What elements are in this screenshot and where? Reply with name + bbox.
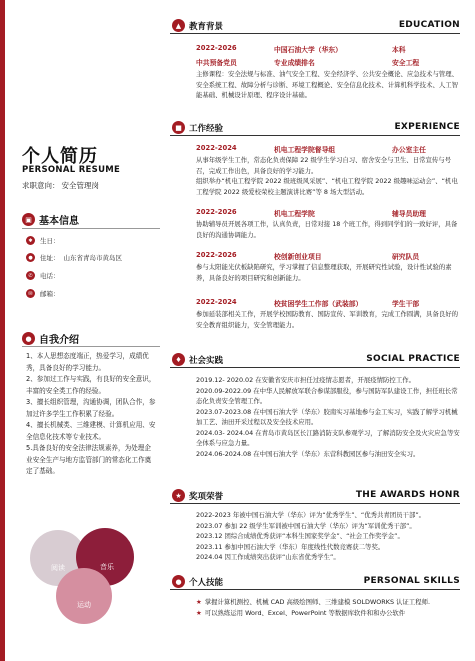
social-practice-header: ♦ 社会实践 SOCIAL PRACTICE	[170, 352, 460, 368]
user-icon: ●	[172, 575, 185, 588]
email-icon: ✉	[26, 289, 35, 298]
info-address: ● 住址： 山东省青岛市黄岛区	[26, 253, 122, 262]
location-icon: ●	[26, 253, 35, 262]
award-item: 2022-2023 年被中国石油大学（华东）评为“优秀学生”、“优秀共青团员干部”。	[196, 511, 426, 519]
education-courses: 主修课程：安全法规与标准、油气安全工程、安全经济学、公共安全概论、应急技术与管理、安全系统工程、故障分析与诊断、环境工程概论、安全信息化技术、计算机科学技术、人工智能基础、机械设计原理、程序设计基础。	[196, 70, 459, 99]
skills-list	[196, 597, 464, 619]
social-practice-list	[196, 375, 460, 459]
skill-item: ★ 掌握计算机测控、机械 CAD 高级绘图师、三维建模 SOLDWORKS 认证工程师.	[196, 598, 431, 606]
award-item: 2024.04 因工作成绩突出获评“山东省优秀学生”。	[196, 553, 340, 561]
social-item: 2024.06-2024.08 在中国石油大学（华东）东营科教园区参与油田安全实习。	[196, 449, 420, 458]
flame-icon: ♦	[172, 353, 185, 366]
self-intro-title: ● 自我介绍	[22, 331, 79, 346]
experience-desc: 参加延装部相关工作，开展学校国防教育、国防宣传、军训教育，完成工作圆满，具备良好的安全教育组织能力，安全管理能力。	[196, 310, 459, 329]
hobby-bubbles	[30, 520, 170, 630]
accent-strip	[0, 0, 5, 661]
resume-title: 个人简历	[22, 146, 98, 167]
social-item: 2020.09-2022.09 在中华人民解放军联合参谋部服役，参与国防军队建设工作，担任班长常态化负责安全管理工作。	[196, 386, 458, 405]
education-header: ▲ 教育背景 EDUCATION	[170, 18, 460, 34]
briefcase-icon: ■	[172, 121, 185, 134]
person-icon: ●	[22, 332, 35, 345]
experience-desc: 协助辅导员开展各项工作，认真负责，日常对接 18 个班工作，得到同学们的一致好评，具备良好的沟通协调能力。	[196, 220, 458, 239]
intro-line: 2、参加过工作与实践，有良好的安全意识，丰富的安全类工作的经验。	[26, 375, 156, 395]
info-phone: ✆ 电话：	[26, 271, 64, 280]
skill-item: ★ 可以熟练运用 Word、Excel、PowerPoint 等数据库软件和和办公软件	[196, 609, 406, 617]
star-icon: ★	[196, 598, 202, 606]
info-birthday: ✱ 生日：	[26, 236, 64, 245]
birthday-icon: ✱	[26, 236, 35, 245]
job-intent	[22, 180, 101, 191]
job-intent-value: 安全管理岗	[61, 181, 99, 190]
social-item: 2024.03- 2024.04 在青岛市黄岛区长江路消防支队参观学习，了解消防安全及火灾应急等安全体系与应急力量。	[196, 428, 460, 447]
right-column: ▲ 教育背景 EDUCATION 2022-2026 中国石油大学（华东） 本科 中共预备党员 专业成绩排名 安全工程 主修课程：安全法规与标准、油气安全工程、安全经济学、公共安全概论、应急技术与管理、安全系统工程、故障分析与诊断、环境工程概论、安全信息化技术、计算机科学技术、人工智能基础、机械设计原理、程序设计基础。 ■ 工作经验 EXPERIENCE 2022-2024 机电工程学院督导组 办公室主任 从事年级学生工作，常态化负责保障 22 级学生学习自习、宿舍安全与卫生、日常宣传与号召，完成工作出色，具备良好的学习能力。 组织举办“机电工程学院 2022 级班级风采展”、“机电工程学院 2022 级趣味运动会”、“机电工程学院 2022 级爱校荣校主题演讲比赛”等 8 场大型活动。 2022-2026 机电工程学院 辅导员助理 协助辅导员开展各项工作，认真负责，日常对接 18 个班工作，得到同学们的一致好评，具备良好的沟通协调能力。 2022-2026 校创新创业项目 研究队员 参与太阳能光伏板缺陷研究，学习掌握了信息整理获取，开展研究性试验，设计性试验的素养，具备良好的项目研究和创新能力。 2022-2024 校贫困学生工作部（武装部） 学生干部 参加延装部相关工作，开展学校国防教育、国防宣传、军训教育，完成工作圆满，具备良好的安全教育组织能力，安全管理能力。 ♦ 社会实践 SOCIAL PRACTICE 2019.12- 2020.02 在安徽省安庆市担任过疫情志愿者，开展疫情防控工作。 2020.09-2022.09 在中华人民解放军联合参谋部服役，参与国防军队建设工作，担任班长常态化负责安全管理工作。 2023.07-2023.08 在中国石油大学（华东）胶南实习基地参与金工实习，实践了解学习机械加工艺、油田开采过程以及安全技术应用。 2024.03- 2024.04 在青岛市黄岛区长江路消防支队参观学习，了解消防安全及火灾应急等安全体系与应急力量。 2024.06-2024.08 在中国石油大学（华东）东营科教园区参与油田安全实习。 ★ 奖项荣誉 THE AWARDS HONR 2022-2023 年被中国石油大学（华东）评为“优秀学生”、“优秀共青团员干部”。 2023.07 参加 22 级学生军训被中国石油大学（华东）评为“军训优秀干部”。 2023.12 团综合成绩优秀获评“本科生国家奖学金”、“社会工作奖学金”。 2023.11 参加中国石油大学（华东）年度线性代数竞赛获二等奖。 2024.04 因工作成绩突出获评“山东省优秀学生”。 ● 个人技能 PERSONAL SKILLS ★ 掌握计算机测控、机械 CAD 高级绘图师、三维建模 SOLDWORKS 认证工程师. ★ 可以熟练运用 Word、Excel、PowerPoint 等数据库软件和和办公软件	[170, 0, 470, 661]
hobby-music: 音乐	[76, 528, 134, 586]
trophy-icon: ★	[172, 489, 185, 502]
award-item: 2023.12 团综合成绩优秀获评“本科生国家奖学金”、“社会工作奖学金”。	[196, 532, 404, 540]
skills-header: ● 个人技能 PERSONAL SKILLS	[170, 574, 460, 590]
hobby-reading: 阅读	[30, 530, 86, 586]
intro-line: 5.具备良好的安全法律法规素养，为处理企业安全生产与地方监管部门的常态化工作奠定了基础。	[26, 444, 152, 475]
hobby-sports: 运动	[56, 568, 112, 624]
job-intent-label: 求职意向：	[22, 181, 60, 190]
left-column	[0, 0, 163, 661]
social-item: 2019.12- 2020.02 在安徽省安庆市担任过疫情志愿者，开展疫情防控工作。	[196, 376, 415, 384]
info-email: ✉ 邮箱：	[26, 289, 64, 298]
award-item: 2023.11 参加中国石油大学（华东）年度线性代数竞赛获二等奖。	[196, 542, 385, 551]
intro-line: 4、擅长机械类、三维建模、计算机应用、安全信息化技术等专业技术。	[26, 421, 156, 441]
basic-info-divider	[22, 228, 160, 229]
star-icon: ★	[196, 609, 202, 617]
intro-line: 3、擅长组织管理，沟通协调，团队合作，参加过许多学生工作积累了经验。	[26, 398, 156, 418]
awards-list	[196, 510, 460, 563]
self-intro-divider	[22, 346, 160, 347]
social-item: 2023.07-2023.08 在中国石油大学（华东）胶南实习基地参与金工实习，实践了解学习机械加工艺、油田开采过程以及安全技术应用。	[196, 407, 458, 426]
self-intro-text	[26, 351, 156, 478]
graduation-cap-icon: ▲	[172, 19, 185, 32]
resume-title-en: PERSONAL RESUME	[22, 165, 121, 175]
phone-icon: ✆	[26, 271, 35, 280]
award-item: 2023.07 参加 22 级学生军训被中国石油大学（华东）评为“军训优秀干部”。	[196, 521, 416, 530]
experience-desc: 参与太阳能光伏板缺陷研究，学习掌握了信息整理获取，开展研究性试验，设计性试验的素养，具备良好的项目研究和创新能力。	[196, 263, 452, 282]
basic-info-title: ▣ 基本信息	[22, 212, 79, 227]
id-card-icon: ▣	[22, 213, 35, 226]
intro-line: 1、本人思想态度端正，热爱学习，成绩优秀，具备良好的学习能力。	[26, 352, 149, 372]
experience-header: ■ 工作经验 EXPERIENCE	[170, 120, 460, 136]
experience-desc: 从事年级学生工作，常态化负责保障 22 级学生学习自习、宿舍安全与卫生、日常宣传与号召，完成工作出色，具备良好的学习能力。 组织举办“机电工程学院 2022 级班级风采展”、“机电工程学院 2022 级趣味运动会”、“机电工程学院 2022 级爱校荣校主题演讲比赛”等 8 场大型活动。	[196, 156, 458, 196]
awards-header: ★ 奖项荣誉 THE AWARDS HONR	[170, 488, 460, 504]
